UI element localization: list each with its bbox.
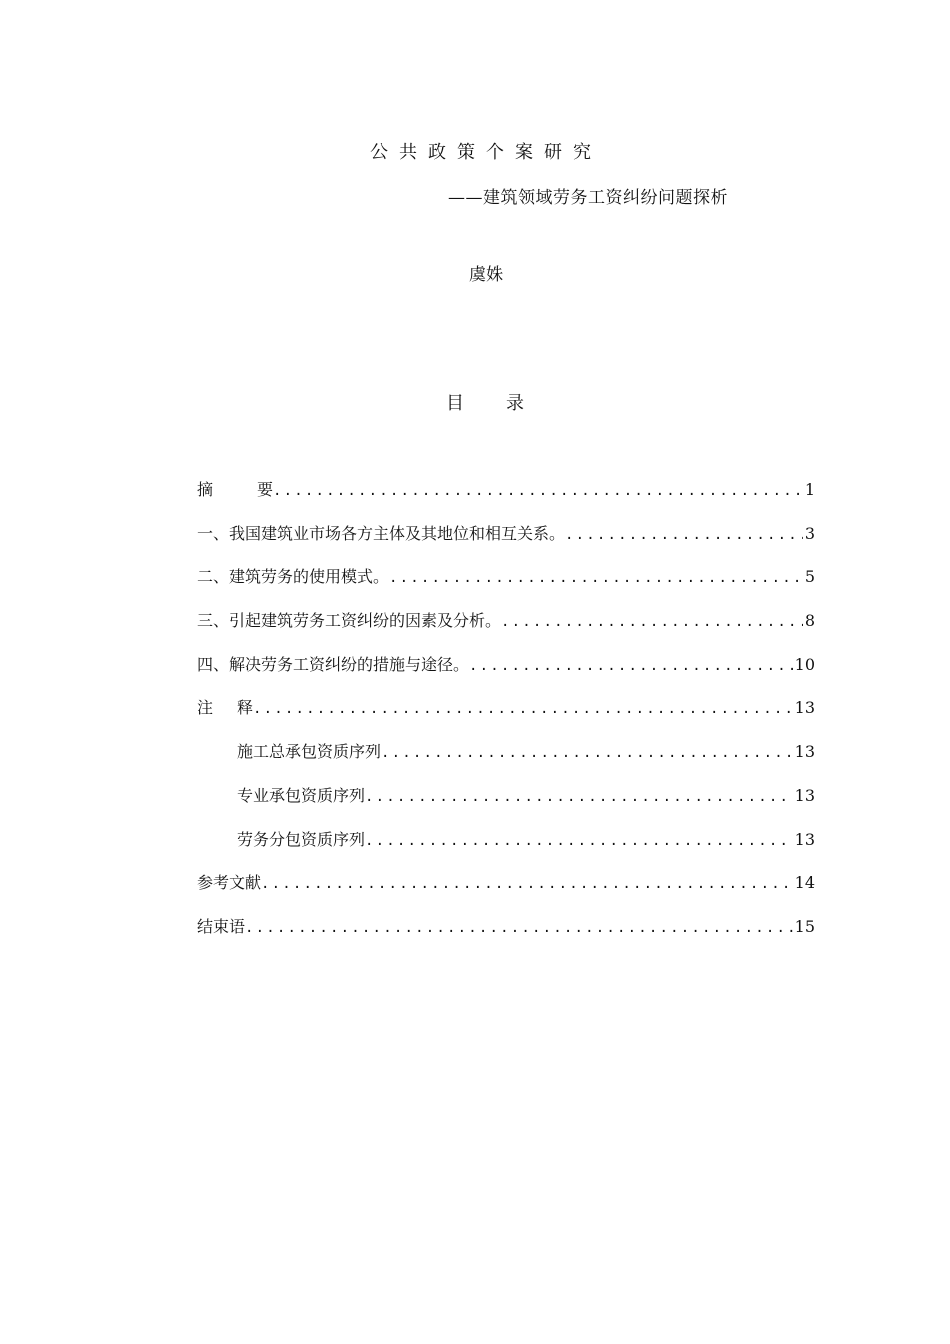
toc-leader-dots — [245, 920, 793, 936]
document-title: 公共政策个案研究 — [370, 142, 602, 163]
toc-leader-dots — [365, 789, 793, 805]
toc-entry-page: 1 — [804, 480, 815, 499]
toc-subentry-specialty-contracting[interactable] — [197, 783, 815, 827]
toc-leader-dots — [261, 876, 793, 892]
toc-entry-page: 13 — [794, 785, 815, 805]
toc-entry-label: 注 释 — [197, 698, 254, 718]
toc-entry-label: 三、引起建筑劳务工资纠纷的因素及分析。 — [197, 611, 502, 631]
toc-heading-right: 录 — [506, 393, 524, 414]
toc-entry-page: 13 — [794, 829, 815, 849]
toc-entry-label: 参考文献 — [197, 873, 262, 893]
toc-entry-label: 二、建筑劳务的使用模式。 — [197, 567, 390, 587]
toc-entry-section-4[interactable] — [197, 652, 815, 696]
toc-leader-dots — [469, 658, 793, 674]
toc-entry-page: 5 — [804, 567, 815, 587]
toc-entry-section-1[interactable] — [197, 521, 815, 565]
toc-entry-page: 13 — [794, 742, 815, 762]
toc-leader-dots — [365, 833, 793, 849]
table-of-contents — [197, 477, 815, 958]
toc-entry-label: 施工总承包资质序列 — [237, 742, 382, 762]
toc-entry-references[interactable] — [197, 870, 815, 914]
author-name: 虞姝 — [469, 265, 503, 285]
toc-entry-section-2[interactable] — [197, 564, 815, 608]
toc-leader-dots — [253, 701, 793, 717]
toc-entry-section-3[interactable] — [197, 608, 815, 652]
toc-entry-label: 一、我国建筑业市场各方主体及其地位和相互关系。 — [197, 523, 566, 543]
toc-heading-left: 目 — [446, 393, 464, 414]
toc-entry-label: 四、解决劳务工资纠纷的措施与途径。 — [197, 654, 470, 674]
toc-entry-label: 结束语 — [197, 916, 246, 936]
toc-entry-label: 摘 要 — [197, 480, 274, 499]
toc-subentry-general-contracting[interactable] — [197, 739, 815, 783]
toc-heading — [0, 389, 950, 415]
toc-leader-dots — [389, 570, 803, 586]
toc-entry-page: 13 — [794, 698, 815, 718]
toc-leader-dots — [501, 614, 803, 630]
toc-entry-page: 15 — [794, 916, 815, 936]
toc-entry-page: 14 — [794, 873, 815, 893]
toc-subentry-labor-subcontracting[interactable] — [197, 827, 815, 871]
toc-leader-dots — [381, 745, 793, 761]
toc-entry-abstract[interactable] — [197, 477, 815, 521]
toc-leader-dots — [273, 483, 803, 499]
toc-entry-page: 8 — [804, 611, 815, 631]
document-subtitle: ——建筑领域劳务工资纠纷问题探析 — [448, 188, 728, 208]
toc-leader-dots — [565, 527, 803, 543]
toc-entry-notes[interactable] — [197, 695, 815, 739]
toc-entry-label: 劳务分包资质序列 — [237, 829, 366, 849]
toc-entry-page: 10 — [794, 654, 815, 674]
toc-entry-label: 专业承包资质序列 — [237, 785, 366, 805]
toc-entry-conclusion[interactable] — [197, 914, 815, 958]
toc-entry-page: 3 — [804, 523, 815, 543]
